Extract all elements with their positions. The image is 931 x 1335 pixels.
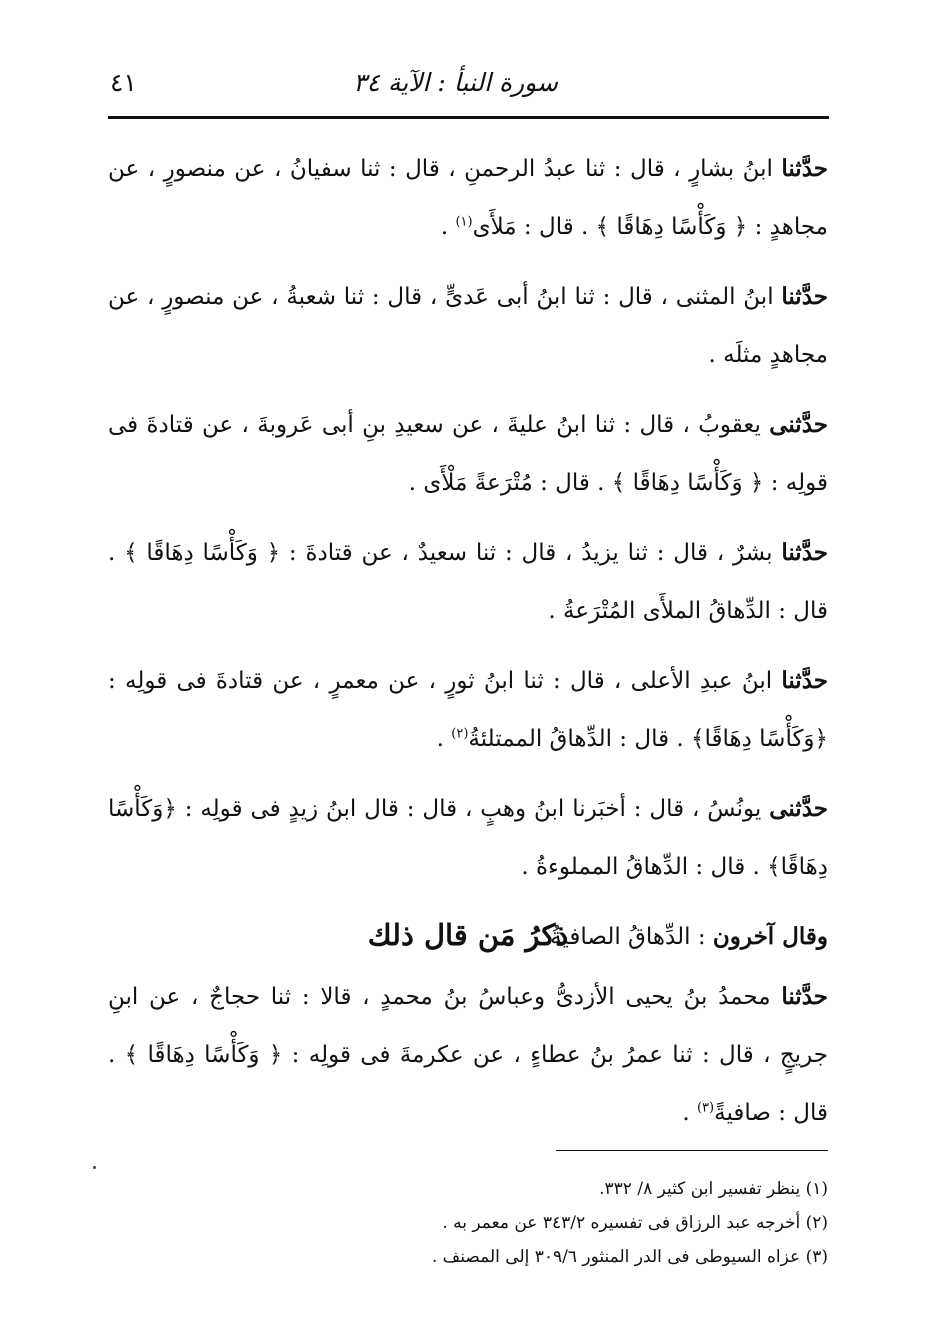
paragraph-8 — [108, 968, 828, 1142]
paragraph-tail: . — [682, 1100, 697, 1126]
paragraph-text: : الدِّهاقُ الصافيةُ . — [535, 924, 713, 950]
narration-lead: حدَّثنى — [769, 411, 828, 438]
narration-lead: حدَّثنا — [781, 155, 828, 182]
paragraph-4 — [108, 524, 828, 640]
narration-lead: حدَّثنا — [781, 283, 828, 310]
paragraph-tail: . — [440, 214, 456, 240]
footnote-3: (٣) عزاه السيوطى فى الدر المنثور ٣٠٩/٦ إلى المصنف . — [431, 1247, 828, 1267]
paragraph-text: يونُسُ ، قال : أخبَرنا ابنُ وهبٍ ، قال : قال ابنُ زيدٍ فى قولِه : ﴿وَكَأْسًا دِهَاقًا﴾ . قال : الدِّهاقُ المملوءةُ . — [108, 796, 828, 880]
paragraph-text: يعقوبُ ، قال : ثنا ابنُ عليةَ ، عن سعيدِ بنِ أبى عَروبةَ ، عن قتادةَ فى قولِه : ﴿ وَكَأْسًا دِهَاقًا ﴾ . قال : مُتْرَعةً مَلْأَى . — [108, 412, 828, 496]
narration-lead: حدَّثنا — [781, 667, 828, 694]
footnotes — [108, 1172, 828, 1274]
paragraph-1 — [108, 140, 828, 256]
narration-lead: وقال آخرون — [712, 923, 828, 950]
paragraph-5 — [108, 652, 828, 768]
narration-lead: حدَّثنى — [769, 795, 828, 822]
paragraph-text: ابنُ بشارٍ ، قال : ثنا عبدُ الرحمنِ ، قال : ثنا سفيانُ ، عن منصورٍ ، عن مجاهدٍ : ﴿ وَكَأْسًا دِهَاقًا ﴾ . قال : مَلأَى — [108, 156, 828, 240]
footnote-2: (٢) أخرجه عبد الرزاق فى تفسيره ٣٤٣/٢ عن معمر به . — [442, 1213, 828, 1233]
section-heading: ذكرُ مَن قال ذلك — [367, 918, 569, 952]
narration-lead: حدَّثنا — [781, 983, 828, 1010]
header-rule — [108, 116, 829, 119]
paragraph-6 — [108, 780, 828, 896]
paragraph-text: ابنُ عبدِ الأعلى ، قال : ثنا ابنُ ثورٍ ، عن معمرٍ ، عن قتادةَ فى قولِه : ﴿وَكَأْسًا دِهَاقًا﴾ . قال : الدِّهاقُ الممتلئةُ — [108, 668, 828, 752]
footnote-1: (١) ينظر تفسير ابن كثير ٨/ ٣٣٢. — [599, 1179, 828, 1199]
footnote-ref[interactable]: (١) — [455, 214, 473, 230]
footnote-ref[interactable]: (٣) — [696, 1100, 715, 1116]
page-header — [108, 60, 828, 110]
paragraph-text: بشرٌ ، قال : ثنا يزيدُ ، قال : ثنا سعيدٌ ، عن قتادةَ : ﴿ وَكَأْسًا دِهَاقًا ﴾ . قال : الدِّهاقُ الملأَى المُتْرَعةُ . — [108, 540, 828, 624]
main-text — [108, 140, 828, 978]
footnote-rule — [556, 1150, 828, 1151]
paragraph-3 — [108, 396, 828, 512]
main-text-2 — [108, 968, 828, 1154]
paragraph-tail: . — [436, 726, 452, 752]
paragraph-2 — [108, 268, 828, 384]
narration-lead: حدَّثنا — [781, 539, 828, 566]
paragraph-text: محمدُ بنُ يحيى الأزدىُّ وعباسُ بنُ محمدٍ ، قالا : ثنا حجاجٌ ، عن ابنِ جريجٍ ، قال : ثنا عمرُ بنُ عطاءٍ ، عن عكرمةَ فى قولِه : ﴿ وَكَأْسًا دِهَاقًا ﴾ . قال : صافيةً — [108, 984, 828, 1126]
paragraph-text: ابنُ المثنى ، قال : ثنا ابنُ أبى عَدىٍّ ، قال : ثنا شعبةُ ، عن منصورٍ ، عن مجاهدٍ مثلَه . — [108, 284, 828, 368]
running-title: سورة النبأ : الآية ٣٤ — [353, 68, 558, 97]
scan-dot — [93, 1166, 96, 1169]
footnote-ref[interactable]: (٢) — [451, 726, 469, 742]
page-number: ٤١ — [110, 68, 137, 97]
